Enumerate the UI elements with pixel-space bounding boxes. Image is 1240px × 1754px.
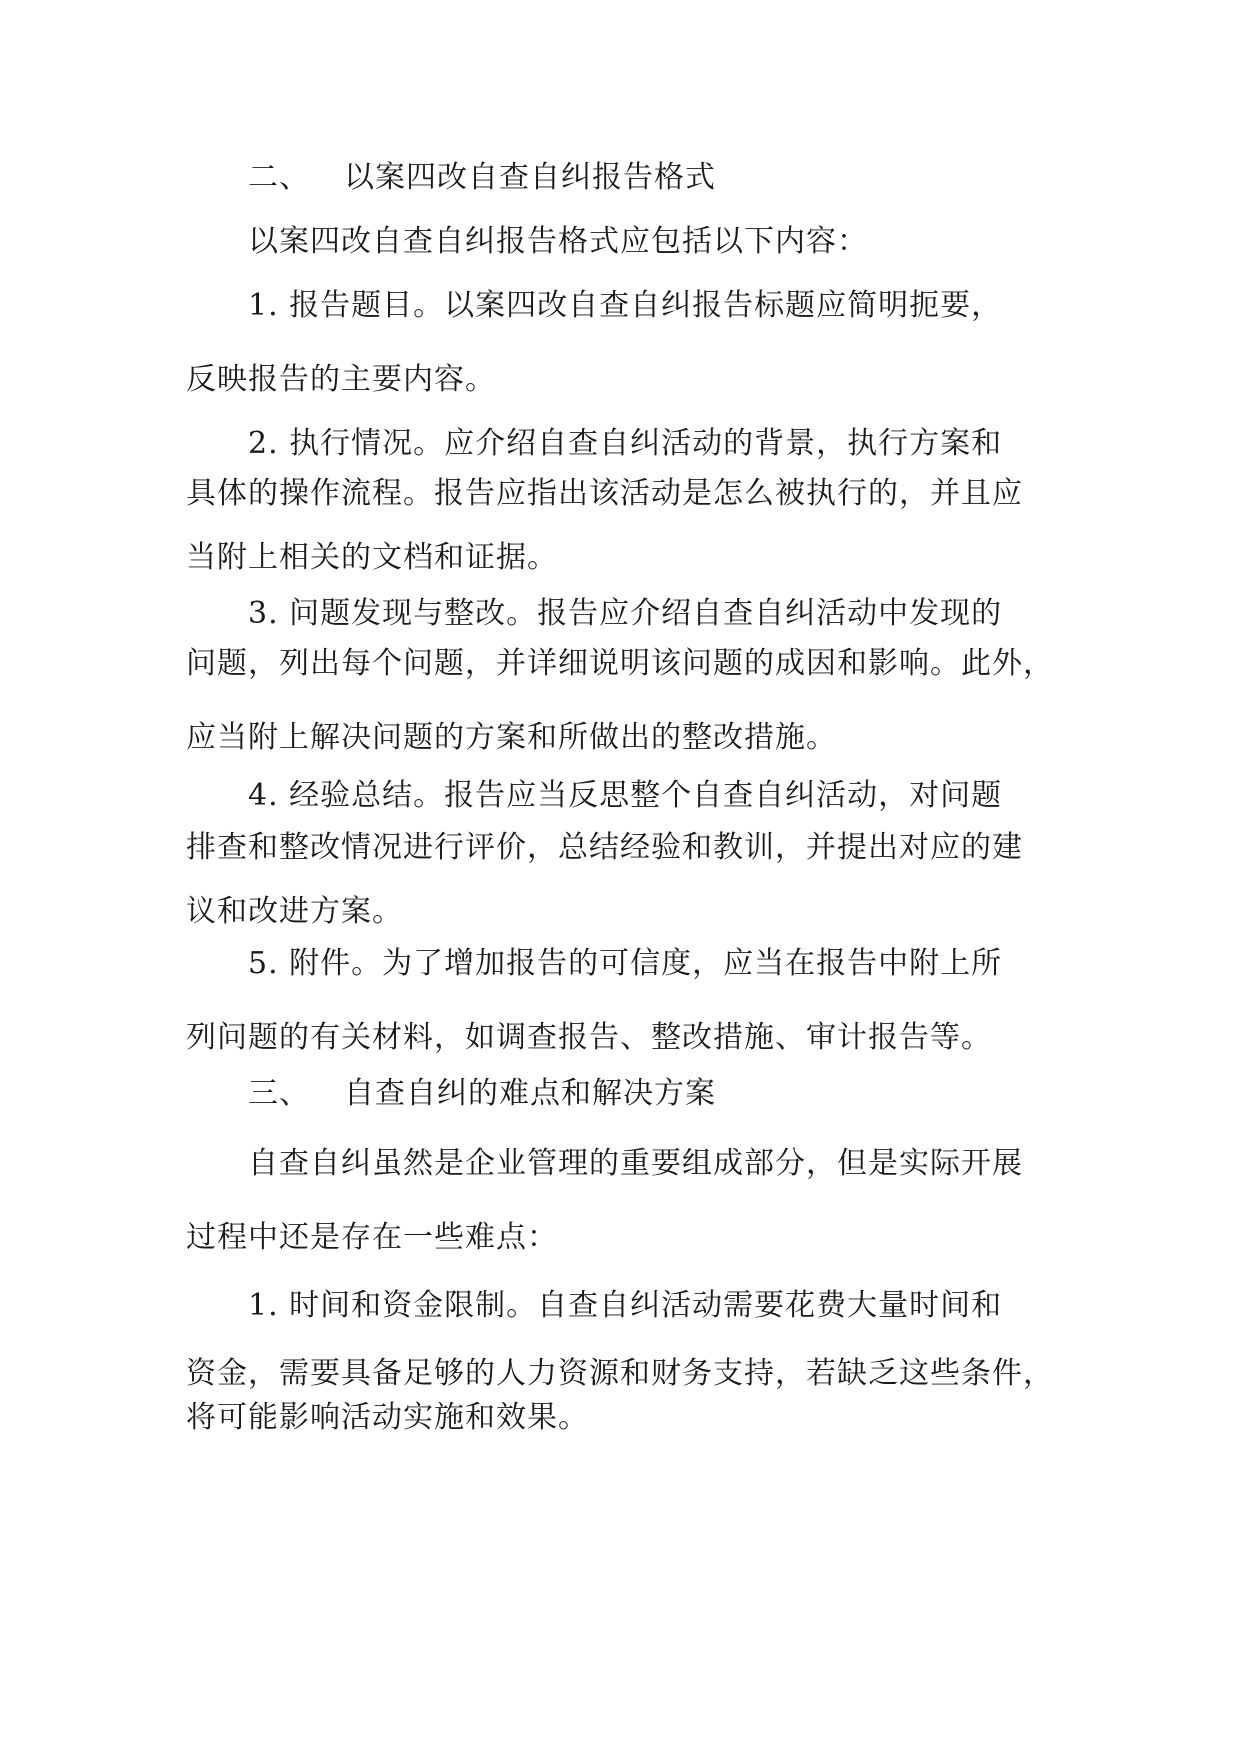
paragraph-line: 列问题的有关材料，如调查报告、整改措施、审计报告等。 <box>186 1020 992 1055</box>
section-number: 三、 <box>248 1076 310 1111</box>
paragraph-line: 自查自纠虽然是企业管理的重要组成部分，但是实际开展 <box>248 1146 1023 1181</box>
paragraph-line: 资金，需要具备足够的人力资源和财务支持，若缺乏这些条件， <box>186 1356 1054 1391</box>
paragraph-line: 5. 附件。为了增加报告的可信度，应当在报告中附上所 <box>248 946 1003 981</box>
paragraph-line: 议和改进方案。 <box>186 894 403 929</box>
paragraph-line: 应当附上解决问题的方案和所做出的整改措施。 <box>186 720 837 755</box>
section-number: 二、 <box>248 160 310 195</box>
paragraph-line: 3. 问题发现与整改。报告应介绍自查自纠活动中发现的 <box>248 596 1003 631</box>
section-intro: 以案四改自查自纠报告格式应包括以下内容： <box>248 224 868 259</box>
paragraph-line: 2. 执行情况。应介绍自查自纠活动的背景，执行方案和 <box>248 426 1003 461</box>
paragraph-line: 1. 时间和资金限制。自查自纠活动需要花费大量时间和 <box>248 1288 1003 1323</box>
paragraph-line: 排查和整改情况进行评价，总结经验和教训，并提出对应的建 <box>186 830 1023 865</box>
paragraph-line: 将可能影响活动实施和效果。 <box>186 1400 589 1435</box>
section-title: 以案四改自查自纠报告格式 <box>344 160 716 195</box>
paragraph-line: 1. 报告题目。以案四改自查自纠报告标题应简明扼要， <box>248 288 1003 323</box>
paragraph-line: 过程中还是存在一些难点： <box>186 1220 558 1255</box>
paragraph-line: 具体的操作流程。报告应指出该活动是怎么被执行的，并且应 <box>186 476 1023 511</box>
section-title: 自查自纠的难点和解决方案 <box>344 1076 716 1111</box>
section-heading-2 <box>248 158 1128 198</box>
paragraph-line: 4. 经验总结。报告应当反思整个自查自纠活动，对问题 <box>248 778 1003 813</box>
paragraph-line: 反映报告的主要内容。 <box>186 362 496 397</box>
paragraph-line: 当附上相关的文档和证据。 <box>186 540 558 575</box>
paragraph-line: 问题，列出每个问题，并详细说明该问题的成因和影响。此外， <box>186 646 1054 681</box>
section-heading-3 <box>248 1074 1128 1114</box>
